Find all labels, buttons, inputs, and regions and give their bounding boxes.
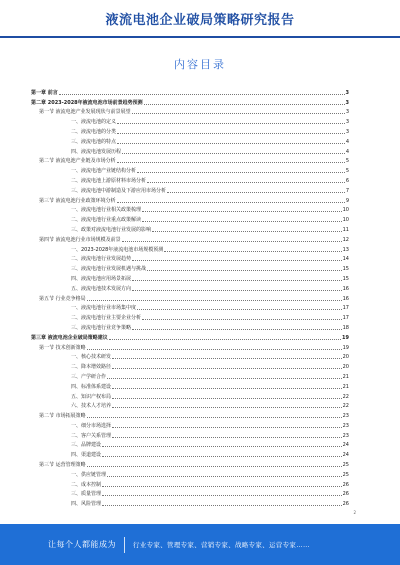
- toc-entry[interactable]: [31, 419, 349, 429]
- toc-entry-page: 26: [342, 481, 349, 488]
- toc-entry-page: 26: [342, 491, 349, 498]
- toc-entry-page: 3: [345, 119, 349, 126]
- toc-entry-page: 3: [345, 89, 349, 96]
- toc-entry[interactable]: [31, 448, 349, 458]
- toc-entry-page: 23: [342, 432, 349, 439]
- toc-entry-page: 13: [342, 246, 349, 253]
- toc-entry-page: 23: [342, 422, 349, 429]
- toc-entry-page: 5: [345, 158, 349, 165]
- toc-leader-dots: [109, 339, 341, 340]
- toc-entry[interactable]: [31, 439, 349, 449]
- toc-entry-label: 一、核心技术研发: [71, 354, 112, 361]
- toc-heading: 内容目录: [174, 58, 226, 71]
- toc-leader-dots: [122, 241, 342, 242]
- toc-entry-label: 二、液流电池上游原材料市场分析: [71, 177, 147, 184]
- toc-entry-label: 四、液流电池应用场景拓展: [71, 275, 132, 282]
- toc-entry-page: 20: [342, 364, 349, 371]
- toc-entry-label: 六、技术人才培养: [71, 403, 112, 410]
- toc-leader-dots: [137, 309, 342, 310]
- toc-leader-dots: [142, 319, 342, 320]
- toc-leader-dots: [102, 495, 342, 496]
- toc-leader-dots: [107, 378, 342, 379]
- toc-entry-page: 19: [342, 344, 349, 351]
- toc-leader-dots: [112, 368, 342, 369]
- toc-entry[interactable]: [31, 86, 349, 96]
- toc-entry-page: 19: [342, 334, 349, 341]
- toc-leader-dots: [117, 133, 345, 134]
- toc-leader-dots: [87, 466, 342, 467]
- toc-leader-dots: [152, 231, 342, 232]
- toc-entry[interactable]: [31, 311, 349, 321]
- toc-entry-page: 4: [345, 148, 349, 155]
- toc-leader-dots: [164, 251, 341, 252]
- toc-entry-label: 四、风险管理: [71, 501, 102, 508]
- toc-entry-label: 第二节 液流电池产业链及市场分析: [39, 158, 116, 165]
- toc-entry-label: 第一节 液流电池产业发展现状与前景展望: [39, 109, 131, 116]
- toc-leader-dots: [59, 94, 345, 95]
- toc-leader-dots: [132, 113, 345, 114]
- toc-entry[interactable]: [31, 243, 349, 253]
- toc-entry[interactable]: [31, 135, 349, 145]
- toc-entry-label: 三、品牌建设: [71, 442, 102, 449]
- toc-entry[interactable]: [31, 174, 349, 184]
- toc-entry[interactable]: [31, 223, 349, 233]
- toc-entry-page: 22: [342, 403, 349, 410]
- toc-leader-dots: [142, 211, 342, 212]
- toc-entry-label: 一、液流电池的定义: [71, 119, 117, 126]
- toc-leader-dots: [102, 446, 342, 447]
- toc-entry[interactable]: [31, 429, 349, 439]
- toc-entry-page: 9: [345, 197, 349, 204]
- toc-entry-label: 三、液流电池行业发展机遇与挑战: [71, 266, 147, 273]
- toc-entry-page: 22: [342, 393, 349, 400]
- toc-leader-dots: [147, 182, 345, 183]
- toc-entry[interactable]: [31, 155, 349, 165]
- toc-entry[interactable]: [31, 360, 349, 370]
- toc-entry[interactable]: [31, 272, 349, 282]
- toc-leader-dots: [142, 221, 342, 222]
- toc-entry-page: 12: [342, 236, 349, 243]
- toc-entry-page: 18: [342, 324, 349, 331]
- toc-entry[interactable]: [31, 351, 349, 361]
- toc-entry-label: 三、液流电池中游制造及下游应用市场分析: [71, 187, 167, 194]
- toc-entry-page: 23: [342, 413, 349, 420]
- toc-entry-label: 三、政策对液流电池行业发展的影响: [71, 226, 152, 233]
- toc-entry-label: 三、质量管理: [71, 491, 102, 498]
- toc-entry-page: 16: [342, 285, 349, 292]
- toc-entry[interactable]: [31, 282, 349, 292]
- toc-entry[interactable]: [31, 262, 349, 272]
- toc-leader-dots: [117, 123, 345, 124]
- toc-entry[interactable]: [31, 106, 349, 116]
- toc-entry[interactable]: [31, 302, 349, 312]
- toc-entry-page: 3: [345, 109, 349, 116]
- toc-entry-page: 17: [342, 305, 349, 312]
- toc-entry-label: 一、2023-2028年液流电池市场规模预测: [71, 246, 164, 253]
- toc-leader-dots: [132, 290, 342, 291]
- toc-leader-dots: [112, 358, 342, 359]
- toc-leader-dots: [122, 153, 345, 154]
- toc-entry-page: 14: [342, 256, 349, 263]
- toc-entry[interactable]: [31, 253, 349, 263]
- toc-entry-label: 一、细分市场选择: [71, 422, 112, 429]
- toc-entry[interactable]: [31, 409, 349, 419]
- toc-leader-dots: [132, 329, 342, 330]
- toc-entry[interactable]: [31, 497, 349, 507]
- toc-leader-dots: [102, 486, 342, 487]
- toc-entry-page: 15: [342, 275, 349, 282]
- toc-entry-page: 4: [345, 138, 349, 145]
- toc-entry[interactable]: [31, 292, 349, 302]
- toc-entry[interactable]: [31, 184, 349, 194]
- toc-entry[interactable]: [31, 204, 349, 214]
- toc-entry-label: 五、知识产权布局: [71, 393, 112, 400]
- toc-entry-label: 三、液流电池行业竞争策略: [71, 324, 132, 331]
- toc-leader-dots: [112, 437, 342, 438]
- toc-leader-dots: [87, 300, 342, 301]
- toc-entry-label: 一、液流电池产业链结构分析: [71, 168, 137, 175]
- toc-entry-page: 20: [342, 354, 349, 361]
- toc-entry-label: 三、液流电池的特点: [71, 138, 117, 145]
- toc-entry-label: 三、产学研合作: [71, 373, 107, 380]
- toc-entry-label: 四、标准体系建设: [71, 383, 112, 390]
- toc-entry-page: 10: [342, 207, 349, 214]
- toc-entry-label: 五、液流电池技术发展方向: [71, 285, 132, 292]
- toc-leader-dots: [87, 417, 342, 418]
- toc-leader-dots: [112, 407, 342, 408]
- toc-leader-dots: [87, 349, 342, 350]
- toc-entry[interactable]: [31, 164, 349, 174]
- toc-entry-page: 3: [345, 128, 349, 135]
- toc-entry-page: 6: [345, 177, 349, 184]
- toc-entry[interactable]: [31, 194, 349, 204]
- toc-entry-page: 5: [345, 168, 349, 175]
- toc-leader-dots: [137, 172, 345, 173]
- toc-entry[interactable]: [31, 468, 349, 478]
- toc-entry-label: 四、渠道建设: [71, 452, 102, 459]
- table-of-contents: [31, 86, 349, 507]
- toc-entry[interactable]: [31, 145, 349, 155]
- toc-entry-label: 第四节 液流电池行业市场规模及前景: [39, 236, 121, 243]
- toc-entry-label: 一、液流电池行业市场集中度: [71, 305, 137, 312]
- toc-entry-label: 第一章 前言: [31, 89, 58, 96]
- toc-leader-dots: [132, 260, 342, 261]
- toc-leader-dots: [132, 280, 342, 281]
- toc-entry-page: 24: [342, 442, 349, 449]
- toc-leader-dots: [117, 162, 345, 163]
- toc-leader-dots: [107, 476, 342, 477]
- toc-leader-dots: [144, 104, 345, 105]
- toc-leader-dots: [117, 143, 345, 144]
- toc-leader-dots: [147, 270, 342, 271]
- toc-entry-page: 7: [345, 187, 349, 194]
- toc-entry[interactable]: [31, 233, 349, 243]
- toc-entry-page: 17: [342, 315, 349, 322]
- toc-entry[interactable]: [31, 458, 349, 468]
- toc-entry-page: 3: [345, 99, 349, 106]
- toc-leader-dots: [112, 388, 342, 389]
- toc-entry-page: 11: [342, 226, 349, 233]
- toc-entry-label: 第三节 液流电池行业政策环境分析: [39, 197, 116, 204]
- toc-entry[interactable]: [31, 213, 349, 223]
- toc-entry[interactable]: [31, 331, 349, 341]
- footer-divider: [124, 537, 125, 553]
- toc-entry[interactable]: [31, 400, 349, 410]
- toc-entry[interactable]: [31, 488, 349, 498]
- toc-entry-label: 第一节 技术创新策略: [39, 344, 86, 351]
- toc-entry-label: 二、液流电池的分类: [71, 128, 117, 135]
- toc-entry[interactable]: [31, 115, 349, 125]
- toc-entry-label: 第二节 市场拓展策略: [39, 413, 86, 420]
- toc-entry-label: 第二章 2023-2028年液流电池市场前景趋势预测: [31, 99, 143, 106]
- toc-entry-label: 四、液流电池发展历程: [71, 148, 122, 155]
- toc-entry-page: 25: [342, 462, 349, 469]
- toc-entry-page: 15: [342, 266, 349, 273]
- toc-leader-dots: [102, 505, 342, 506]
- toc-entry-label: 第三节 运营管理策略: [39, 462, 86, 469]
- toc-entry[interactable]: [31, 96, 349, 106]
- toc-leader-dots: [112, 398, 342, 399]
- toc-entry-page: 10: [342, 217, 349, 224]
- toc-entry-label: 一、液流电池行业相关政策梳理: [71, 207, 142, 214]
- toc-entry-page: 24: [342, 452, 349, 459]
- toc-entry[interactable]: [31, 390, 349, 400]
- page-number: 2: [353, 510, 356, 515]
- toc-entry-label: 二、液流电池行业发展趋势: [71, 256, 132, 263]
- toc-entry-label: 二、液流电池行业重点政策解读: [71, 217, 142, 224]
- toc-entry[interactable]: [31, 380, 349, 390]
- toc-entry[interactable]: [31, 341, 349, 351]
- footer-banner: [0, 524, 400, 565]
- footer-slogan: 让每个人都能成为: [48, 540, 116, 549]
- toc-entry-label: 二、液流电池行业主要企业分析: [71, 315, 142, 322]
- toc-leader-dots: [102, 456, 342, 457]
- toc-entry[interactable]: [31, 321, 349, 331]
- footer-tagline: 行业专家、管理专家、营销专家、战略专家、运营专家……: [133, 541, 310, 549]
- toc-entry[interactable]: [31, 125, 349, 135]
- toc-entry[interactable]: [31, 370, 349, 380]
- toc-entry-page: 16: [342, 295, 349, 302]
- report-title: 液流电池企业破局策略研究报告: [105, 12, 295, 28]
- toc-entry-label: 二、降本增效路径: [71, 364, 112, 371]
- toc-leader-dots: [117, 202, 345, 203]
- toc-entry-page: 25: [342, 471, 349, 478]
- toc-entry-label: 二、成本控制: [71, 481, 102, 488]
- toc-entry-page: 21: [342, 383, 349, 390]
- toc-entry-label: 第五节 行业竞争格局: [39, 295, 86, 302]
- toc-entry-label: 二、客户关系管理: [71, 432, 112, 439]
- report-header: [0, 0, 400, 38]
- toc-leader-dots: [167, 192, 345, 193]
- toc-entry-label: 第三章 液流电池企业破局策略建议: [31, 334, 108, 341]
- toc-leader-dots: [112, 427, 342, 428]
- toc-entry-page: 26: [342, 501, 349, 508]
- toc-entry-page: 21: [342, 373, 349, 380]
- toc-entry-label: 一、供应链管理: [71, 471, 107, 478]
- toc-entry[interactable]: [31, 478, 349, 488]
